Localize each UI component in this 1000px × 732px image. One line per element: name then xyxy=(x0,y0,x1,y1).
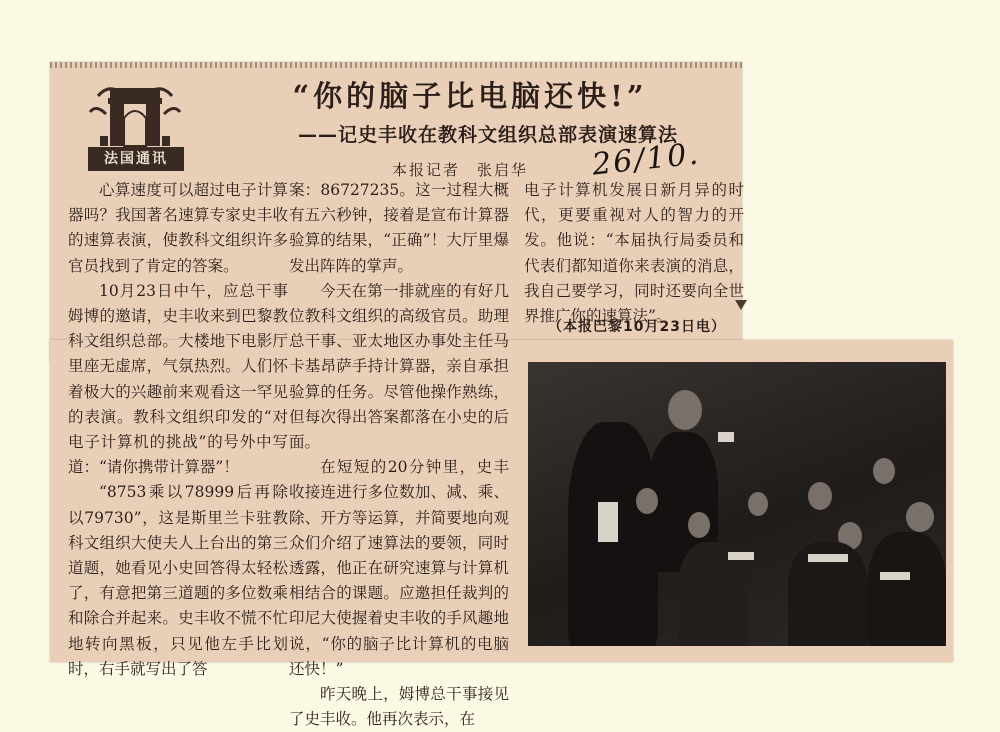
audience-head xyxy=(906,502,934,532)
paragraph: 心算速度可以超过电子计算器吗？我国著名速算专家史丰收的速算表演，使教科文组织许多官员找到了肯定的答案。 xyxy=(68,181,288,275)
paragraph: 今天在第一排就座的有好几位教科文组织的高级官员。助理总干事、亚太地区办事处主任马卡基昂萨手持计算器，亲自承担验算的任务。尽管他操作熟练，但每次得出答案都落在小史的后面。 xyxy=(289,281,509,452)
paragraph: 10月23日中午，应总干事姆博的邀请，史丰收来到巴黎教科文组织总部。大楼地下电影厅里座无虚席，气氛热烈。人们怀着极大的兴趣前来观看这一罕见的表演。教科文组织印发的“对电子计算机的挑战”的号外中写道：“请你携带计算器”！ xyxy=(68,281,288,477)
triangle-marker-icon xyxy=(735,300,747,310)
audience-head xyxy=(748,492,768,516)
audience-head xyxy=(636,488,658,514)
handwritten-date: 26/10. xyxy=(590,136,702,183)
speaker-head xyxy=(668,390,702,430)
masthead-label: 法国通讯 xyxy=(88,147,184,171)
paragraph: 电子计算机发展日新月异的时代，更要重视对人的智力的开发。他说：“本届执行局委员和代表们都知道你来表演的消息，我自己要学习，同时还要向全世界推广你的速算法”。 xyxy=(524,181,744,326)
audience-head xyxy=(808,482,832,510)
paragraph: 案：86727235。这一过程大概有五六秒钟，接着是宣布计算器验算的结果，“正确”！大厅里爆发出阵阵的掌声。 xyxy=(289,181,509,275)
paper xyxy=(728,552,754,560)
paper xyxy=(808,554,848,562)
paper xyxy=(598,502,618,542)
headline-subtitle: ——记史丰收在教科文组织总部表演速算法 xyxy=(297,124,678,146)
audience-head xyxy=(873,458,895,484)
byline: 本报记者 张启华 xyxy=(392,161,529,179)
paragraph: 在短短的20分钟里，史丰收接连进行多位数加、减、乘、除、开方等运算，并简要地向观众们介绍了速算法的要领，同时透露，他正在研究速算与计算机相结合的课题。应邀担任裁判的印尼大使握着史丰收的手风趣地说，“你的脑子比计算机的电脑还快！” xyxy=(289,458,509,678)
perforation-edge xyxy=(50,62,742,68)
article-column-1 xyxy=(68,178,288,682)
audience-photo xyxy=(528,362,946,646)
paragraph: “8753乘以78999后再除以79730”，这是斯里兰卡驻教科文组织大使夫人上台出的第三道题，她看见小史回答得太轻松了，有意把第三道题的多位数乘和除合并起来。史丰收不慌不忙地转向黑板，只见他左手比划时，右手就写出了答 xyxy=(68,483,288,678)
audience-head xyxy=(688,512,710,538)
paper xyxy=(880,572,910,580)
article-column-3 xyxy=(524,178,744,329)
paragraph: 昨天晚上，姆博总干事接见了史丰收。他再次表示，在 xyxy=(289,685,509,729)
audience-body xyxy=(868,532,946,646)
headline-title: “你的脑子比电脑还快!” xyxy=(292,79,648,113)
dateline: （本报巴黎10月23日电） xyxy=(548,319,726,335)
paper xyxy=(718,432,734,442)
article-column-2 xyxy=(289,178,509,732)
